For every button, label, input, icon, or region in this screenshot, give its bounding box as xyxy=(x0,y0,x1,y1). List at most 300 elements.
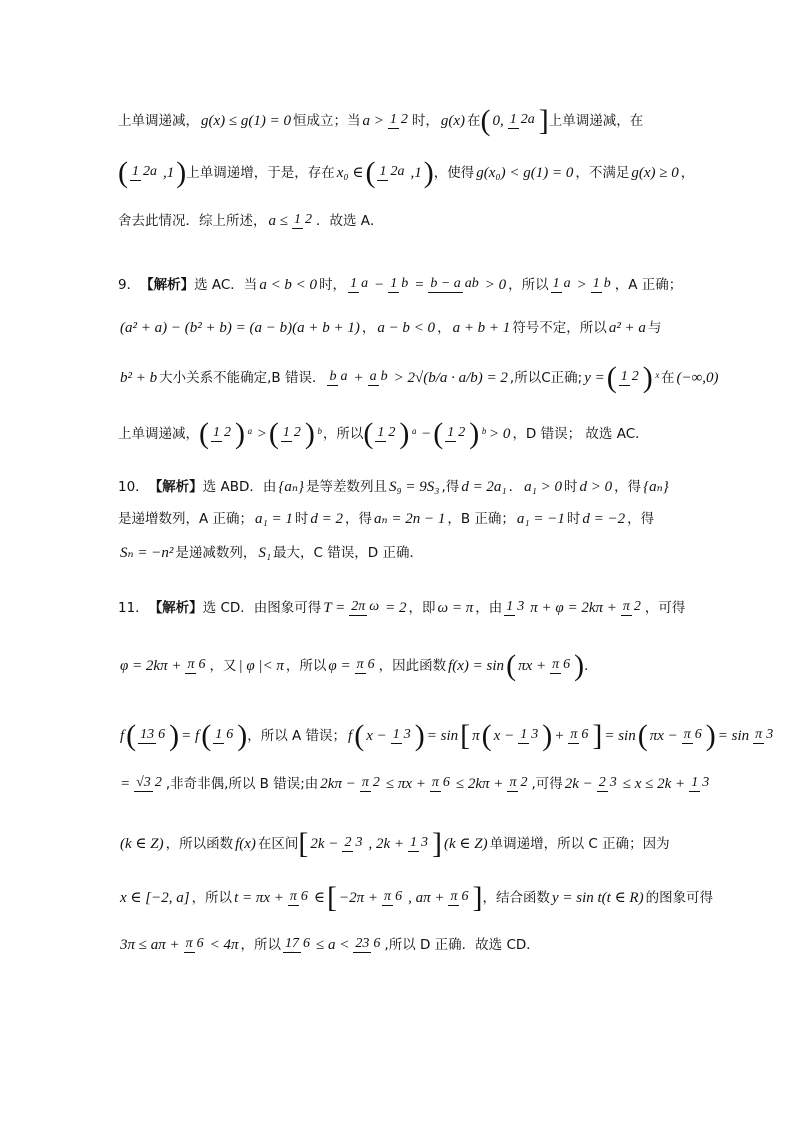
fraction-numerator: b xyxy=(329,369,337,385)
math-expression: ω = π xyxy=(437,600,474,616)
math-fraction xyxy=(327,370,349,386)
fraction-numerator: 1 xyxy=(132,164,139,180)
math-expression: + xyxy=(353,370,364,386)
text-run: 上单调递减，在 xyxy=(548,112,644,129)
fraction-numerator: 1 xyxy=(447,425,455,441)
fraction-denominator: 2 xyxy=(388,425,396,441)
math-bracket: ( xyxy=(506,649,517,682)
math-fraction xyxy=(507,776,529,792)
math-expression: Sₙ = −n² xyxy=(120,545,174,561)
fraction-numerator: √3 xyxy=(136,775,151,791)
math-bracket: ( xyxy=(268,417,279,450)
math-expression: ᵃ > xyxy=(247,426,267,442)
fraction-denominator: 3 xyxy=(609,775,617,791)
fraction-numerator: π xyxy=(683,727,691,743)
math-fraction xyxy=(445,426,467,442)
fraction-denominator: 3 xyxy=(531,727,539,743)
text-line xyxy=(118,361,719,394)
math-bracket: ] xyxy=(538,104,549,137)
fraction-denominator: 6 xyxy=(198,657,206,673)
math-expression: ᵇ xyxy=(316,426,321,442)
text-run: 时 xyxy=(294,510,309,527)
text-run: 选 ABD．由 xyxy=(202,478,277,495)
math-expression: (−∞,0) xyxy=(676,370,719,386)
math-fraction xyxy=(348,277,370,293)
text-run: 9． xyxy=(118,276,141,293)
math-bracket: ( xyxy=(363,417,374,450)
math-bracket: ) xyxy=(423,156,434,189)
text-line xyxy=(118,510,684,528)
math-bracket: ( xyxy=(480,104,491,137)
fraction-denominator: 3 xyxy=(420,835,428,851)
fraction-numerator: 1 xyxy=(215,727,223,743)
text-line xyxy=(118,936,684,954)
fraction-numerator: π xyxy=(509,775,517,791)
text-run: 时 xyxy=(566,510,581,527)
text-run: ，所以 A 错误； xyxy=(247,727,347,744)
fraction-denominator: 3 xyxy=(702,775,710,791)
text-run: ． xyxy=(508,478,523,495)
fraction-denominator: 6 xyxy=(581,727,589,743)
text-run: 符号不定，所以 xyxy=(512,319,607,336)
math-fraction xyxy=(568,728,590,744)
math-expression: πx + xyxy=(518,658,547,674)
section-marker: 【解析】 xyxy=(148,599,203,616)
math-expression: ,1 xyxy=(410,165,422,181)
math-fraction xyxy=(597,776,619,792)
text-line xyxy=(118,106,684,136)
math-expression: a₁ = −1 xyxy=(516,511,565,527)
math-fraction xyxy=(360,776,382,792)
math-bracket: ) xyxy=(237,719,248,752)
math-expression: ≤ 2kπ + xyxy=(455,776,504,792)
math-expression: d = 2 xyxy=(310,511,343,527)
fraction-denominator: 2 xyxy=(372,775,380,791)
math-fraction xyxy=(281,426,303,442)
text-run: ,得 xyxy=(441,478,460,495)
math-bracket: [ xyxy=(460,719,471,752)
text-run: ，不满足 xyxy=(575,164,630,181)
fraction-numerator: 1 xyxy=(390,276,398,292)
math-expression: b² + b xyxy=(120,370,158,386)
fraction-denominator: 6 xyxy=(395,889,403,905)
math-fraction xyxy=(430,776,452,792)
math-fraction xyxy=(508,113,537,129)
text-run: ，D 错误； 故选 AC． xyxy=(512,425,649,442)
math-fraction xyxy=(213,728,235,744)
math-expression: a + b + 1 xyxy=(452,320,511,336)
text-line xyxy=(118,212,684,230)
text-line xyxy=(118,881,714,914)
math-expression: φ = xyxy=(328,658,351,674)
text-run: 选 CD．由图象可得 xyxy=(202,599,322,616)
fraction-numerator: 2π xyxy=(351,599,366,615)
math-fraction xyxy=(349,600,381,616)
math-expression: T = xyxy=(323,600,346,616)
math-expression: 2k − xyxy=(564,776,593,792)
text-run: ，所以 xyxy=(191,889,233,906)
text-line xyxy=(118,775,710,793)
math-expression: 0, xyxy=(492,113,504,129)
math-expression: S₁ xyxy=(258,545,272,561)
text-line xyxy=(118,599,684,617)
fraction-denominator: 6 xyxy=(373,936,381,952)
math-expression: > 0 xyxy=(484,277,507,293)
math-bracket: ] xyxy=(431,827,442,860)
math-fraction xyxy=(342,836,364,852)
math-fraction xyxy=(134,776,164,792)
math-bracket: ) xyxy=(169,719,180,752)
fraction-denominator: 6 xyxy=(303,936,311,952)
fraction-denominator: 2 xyxy=(633,599,641,615)
fraction-denominator: 2 xyxy=(631,369,639,385)
math-bracket: ) xyxy=(705,719,716,752)
math-fraction xyxy=(211,426,233,442)
fraction-denominator: 6 xyxy=(461,889,469,905)
math-expression: ᵇ > 0 xyxy=(481,426,511,442)
section-marker: 【解析】 xyxy=(148,478,203,495)
fraction-denominator: 6 xyxy=(300,889,308,905)
math-fraction xyxy=(591,277,613,293)
fraction-denominator: b xyxy=(603,276,611,292)
fraction-numerator: 23 xyxy=(355,936,370,952)
math-fraction xyxy=(621,600,643,616)
fraction-numerator: 1 xyxy=(409,835,417,851)
math-expression: a − b < 0 xyxy=(377,320,436,336)
math-fraction xyxy=(184,937,206,953)
text-run: 最大，C 错误，D 正确． xyxy=(273,544,423,561)
math-expression: (k ∈ Z) xyxy=(120,836,164,852)
text-run: 时， xyxy=(411,112,439,129)
text-run: ．故选 A． xyxy=(315,212,384,229)
text-run: 单调递增，所以 C 正确；因为 xyxy=(489,835,670,852)
fraction-denominator: 3 xyxy=(517,599,525,615)
fraction-denominator: a xyxy=(563,276,571,292)
fraction-denominator: 6 xyxy=(226,727,234,743)
math-expression: πx − xyxy=(649,728,678,744)
fraction-numerator: 1 xyxy=(506,599,514,615)
text-line xyxy=(118,719,774,752)
fraction-numerator: 1 xyxy=(379,164,387,180)
math-expression: a₁ > 0 xyxy=(524,479,562,495)
fraction-numerator: 1 xyxy=(389,112,397,128)
math-fraction xyxy=(689,776,711,792)
text-run: ，因此函数 xyxy=(378,657,447,674)
text-run: 与 xyxy=(647,319,662,336)
math-bracket: ( xyxy=(637,719,648,752)
math-expression: y = sin t(t ∈ R) xyxy=(551,890,644,906)
math-fraction xyxy=(377,165,406,181)
text-run: 选 AC．当 xyxy=(194,276,258,293)
fraction-numerator: π xyxy=(187,657,195,673)
math-bracket: ) xyxy=(304,417,315,450)
text-run: 时 xyxy=(564,478,578,495)
fraction-denominator: b xyxy=(380,369,388,385)
text-run: 在 xyxy=(660,369,675,386)
math-expression: −2π + xyxy=(339,890,379,906)
text-run: 在 xyxy=(467,112,481,129)
text-run: ，所以 xyxy=(285,657,327,674)
text-run: ，所以 xyxy=(322,425,364,442)
math-expression: ˣ xyxy=(654,370,659,386)
math-expression: f xyxy=(348,728,353,744)
fraction-denominator: 6 xyxy=(196,936,204,952)
text-run: 舍去此情况．综上所述， xyxy=(118,212,267,229)
math-expression: t = πx + xyxy=(234,890,284,906)
math-expression: d > 0 xyxy=(579,479,613,495)
math-bracket: ) xyxy=(542,719,553,752)
fraction-numerator: 13 xyxy=(140,727,155,743)
fraction-numerator: 17 xyxy=(285,936,300,952)
fraction-numerator: 2 xyxy=(344,835,352,851)
math-fraction xyxy=(551,277,573,293)
text-run: ，可得 xyxy=(644,599,686,616)
fraction-denominator: ab xyxy=(464,276,479,292)
fraction-numerator: 1 xyxy=(592,276,600,292)
math-expression: > xyxy=(576,277,587,293)
text-run: ， xyxy=(437,319,451,336)
fraction-numerator: 1 xyxy=(691,775,699,791)
math-expression: 2kπ − xyxy=(320,776,356,792)
fraction-denominator: b xyxy=(401,276,409,292)
math-expression: S₉ = 9S₃ xyxy=(388,479,440,495)
fraction-numerator: 1 xyxy=(392,727,400,743)
math-expression: 2k − xyxy=(310,836,339,852)
math-bracket: ( xyxy=(118,156,128,189)
math-fraction xyxy=(292,213,314,229)
math-expression: a₁ = 1 xyxy=(255,511,293,527)
fraction-numerator: 2 xyxy=(598,775,606,791)
text-run: ，A 正确； xyxy=(614,276,683,293)
math-expression: < 4π xyxy=(209,937,239,953)
fraction-denominator: a xyxy=(361,276,369,292)
math-expression: g(x) ≥ 0 xyxy=(631,165,679,181)
math-fraction xyxy=(368,370,390,386)
fraction-denominator: 2 xyxy=(400,112,408,128)
fraction-denominator: 2 xyxy=(154,775,162,791)
math-fraction xyxy=(619,370,641,386)
fraction-denominator: 2 xyxy=(304,212,312,228)
math-bracket: [ xyxy=(327,881,338,914)
fraction-denominator: 6 xyxy=(158,727,166,743)
text-run: 10． xyxy=(118,478,149,495)
text-run: 是递减数列， xyxy=(175,544,257,561)
math-fraction xyxy=(283,937,312,953)
text-run: 是等差数列且 xyxy=(305,478,387,495)
math-expression: ∈ xyxy=(313,890,326,906)
fraction-numerator: π xyxy=(384,889,392,905)
fraction-denominator: 6 xyxy=(694,727,702,743)
math-expression: d = 2a₁ xyxy=(461,479,507,495)
text-line xyxy=(118,544,684,562)
text-run: ,非奇非偶,所以 B 错误;由 xyxy=(165,775,319,792)
math-fraction xyxy=(375,426,397,442)
text-run: ． xyxy=(584,657,598,674)
fraction-denominator: 2a xyxy=(143,164,157,180)
text-run: 上单调递增，于是，存在 xyxy=(186,164,335,181)
fraction-numerator: π xyxy=(289,889,297,905)
math-expression: f(x) xyxy=(235,836,256,852)
fraction-numerator: π xyxy=(356,657,364,673)
math-fraction xyxy=(753,728,775,744)
fraction-denominator: 2a xyxy=(520,112,535,128)
math-expression: ᵃ − xyxy=(411,426,432,442)
math-expression: , 2k + xyxy=(368,836,404,852)
math-expression: x₀ ∈ xyxy=(336,165,364,181)
math-fraction xyxy=(518,728,540,744)
text-run: ，得 xyxy=(627,510,655,527)
math-fraction xyxy=(391,728,413,744)
fraction-numerator: 1 xyxy=(293,212,301,228)
math-bracket: ( xyxy=(433,417,444,450)
math-expression: φ = 2kπ + xyxy=(120,658,182,674)
text-line xyxy=(118,276,684,294)
text-run: 恒成立；当 xyxy=(293,112,361,129)
fraction-denominator: a xyxy=(340,369,348,385)
fraction-numerator: π xyxy=(431,775,439,791)
text-line xyxy=(118,478,684,496)
text-run: 在区间 xyxy=(257,835,299,852)
math-fraction xyxy=(682,728,704,744)
math-fraction xyxy=(382,890,404,906)
math-expression: aₙ = 2n − 1 xyxy=(374,511,446,527)
text-run: ， xyxy=(361,319,376,336)
text-line xyxy=(118,319,684,337)
fraction-numerator: 1 xyxy=(509,112,517,128)
text-run: ，得 xyxy=(614,478,642,495)
fraction-numerator: 1 xyxy=(520,727,528,743)
math-expression: = xyxy=(414,277,425,293)
math-bracket: ) xyxy=(642,361,653,394)
fraction-denominator: 3 xyxy=(766,727,774,743)
text-run: ，所以 xyxy=(508,276,549,293)
math-expression: + xyxy=(554,728,565,744)
math-expression: , aπ + xyxy=(408,890,445,906)
math-fraction xyxy=(504,600,526,616)
math-fraction xyxy=(355,658,377,674)
math-expression: ,1 xyxy=(163,165,175,181)
text-run: ，结合函数 xyxy=(482,889,550,906)
math-fraction xyxy=(408,836,430,852)
math-bracket: ) xyxy=(414,719,425,752)
text-run: ， xyxy=(680,164,695,181)
fraction-denominator: 2a xyxy=(390,164,405,180)
text-run: ，又 xyxy=(209,657,237,674)
math-expression: {aₙ} xyxy=(643,479,669,495)
math-expression: > 2√(b/a · a/b) = 2 xyxy=(393,370,508,386)
text-line xyxy=(118,419,684,449)
math-fraction xyxy=(550,658,572,674)
fraction-numerator: π xyxy=(622,599,630,615)
text-run: ，所以 xyxy=(240,936,282,953)
fraction-denominator: 2 xyxy=(520,775,528,791)
math-expression: = xyxy=(120,776,131,792)
math-fraction xyxy=(185,658,207,674)
math-expression: ≤ a < xyxy=(316,937,350,953)
fraction-numerator: 1 xyxy=(282,425,290,441)
fraction-denominator: 2 xyxy=(293,425,301,441)
math-bracket: [ xyxy=(298,827,309,860)
math-expression: y = xyxy=(584,370,605,386)
math-bracket: ( xyxy=(365,156,376,189)
math-expression: (a² + a) − (b² + b) = (a − b)(a + b + 1) xyxy=(120,320,360,336)
math-bracket: ) xyxy=(469,417,480,450)
math-expression: π + φ = 2kπ + xyxy=(530,600,617,616)
text-run: ，使得 xyxy=(433,164,475,181)
math-expression: g(x) xyxy=(440,113,466,129)
text-run: 是递增数列，A 正确； xyxy=(118,510,254,527)
math-expression: 3π ≤ aπ + xyxy=(120,937,180,953)
math-expression: {aₙ} xyxy=(278,479,304,495)
text-run: ，所以函数 xyxy=(165,835,234,852)
text-run: ,可得 xyxy=(531,775,563,792)
text-run: 大小关系不能确定,B 错误． xyxy=(159,369,326,386)
math-bracket: ( xyxy=(354,719,365,752)
fraction-denominator: 3 xyxy=(355,835,363,851)
math-bracket: ) xyxy=(176,156,187,189)
math-fraction xyxy=(130,165,159,181)
math-expression: = sin xyxy=(604,728,636,744)
math-expression: g(x₀) < g(1) = 0 xyxy=(476,165,574,181)
text-run: 11． xyxy=(118,599,149,616)
text-line xyxy=(118,651,684,681)
math-expression: = sin xyxy=(426,728,459,744)
math-expression: x − xyxy=(366,728,387,744)
math-fraction xyxy=(138,728,167,744)
math-bracket: ] xyxy=(592,719,603,752)
fraction-numerator: 1 xyxy=(552,276,560,292)
text-run: ，得 xyxy=(345,510,372,527)
math-fraction xyxy=(288,890,310,906)
fraction-denominator: 2 xyxy=(224,425,231,441)
math-expression: − xyxy=(374,277,385,293)
math-expression: f xyxy=(120,728,125,744)
math-expression: = sin xyxy=(717,728,750,744)
math-fraction xyxy=(448,890,470,906)
math-expression: | φ |< π xyxy=(238,658,284,674)
math-fraction xyxy=(353,937,382,953)
text-run: ,所以C正确; xyxy=(509,369,583,386)
fraction-numerator: π xyxy=(552,657,560,673)
math-expression: a ≤ xyxy=(268,213,288,229)
math-bracket: ( xyxy=(481,719,492,752)
math-expression: a > xyxy=(362,113,384,129)
fraction-numerator: 1 xyxy=(350,276,358,292)
math-expression: d = −2 xyxy=(582,511,626,527)
math-expression: (k ∈ Z) xyxy=(443,836,488,852)
fraction-numerator: π xyxy=(755,727,763,743)
math-bracket: ] xyxy=(472,881,483,914)
fraction-numerator: 1 xyxy=(213,425,220,441)
text-run: ,所以 D 正确．故选 CD． xyxy=(384,936,540,953)
math-bracket: ( xyxy=(201,719,212,752)
fraction-denominator: 2 xyxy=(458,425,466,441)
text-run: 的图象可得 xyxy=(645,889,714,906)
fraction-numerator: a xyxy=(369,369,377,385)
math-expression: f(x) = sin xyxy=(448,658,505,674)
fraction-denominator: 6 xyxy=(442,775,450,791)
fraction-numerator: π xyxy=(185,936,193,952)
math-fraction xyxy=(388,113,410,129)
text-line xyxy=(118,829,684,859)
math-fraction xyxy=(428,277,480,293)
math-bracket: ) xyxy=(399,417,410,450)
math-bracket: ) xyxy=(235,417,245,450)
text-run: ，即 xyxy=(408,599,436,616)
math-expression: x − xyxy=(493,728,515,744)
section-marker: 【解析】 xyxy=(140,276,195,293)
text-line xyxy=(118,156,695,189)
